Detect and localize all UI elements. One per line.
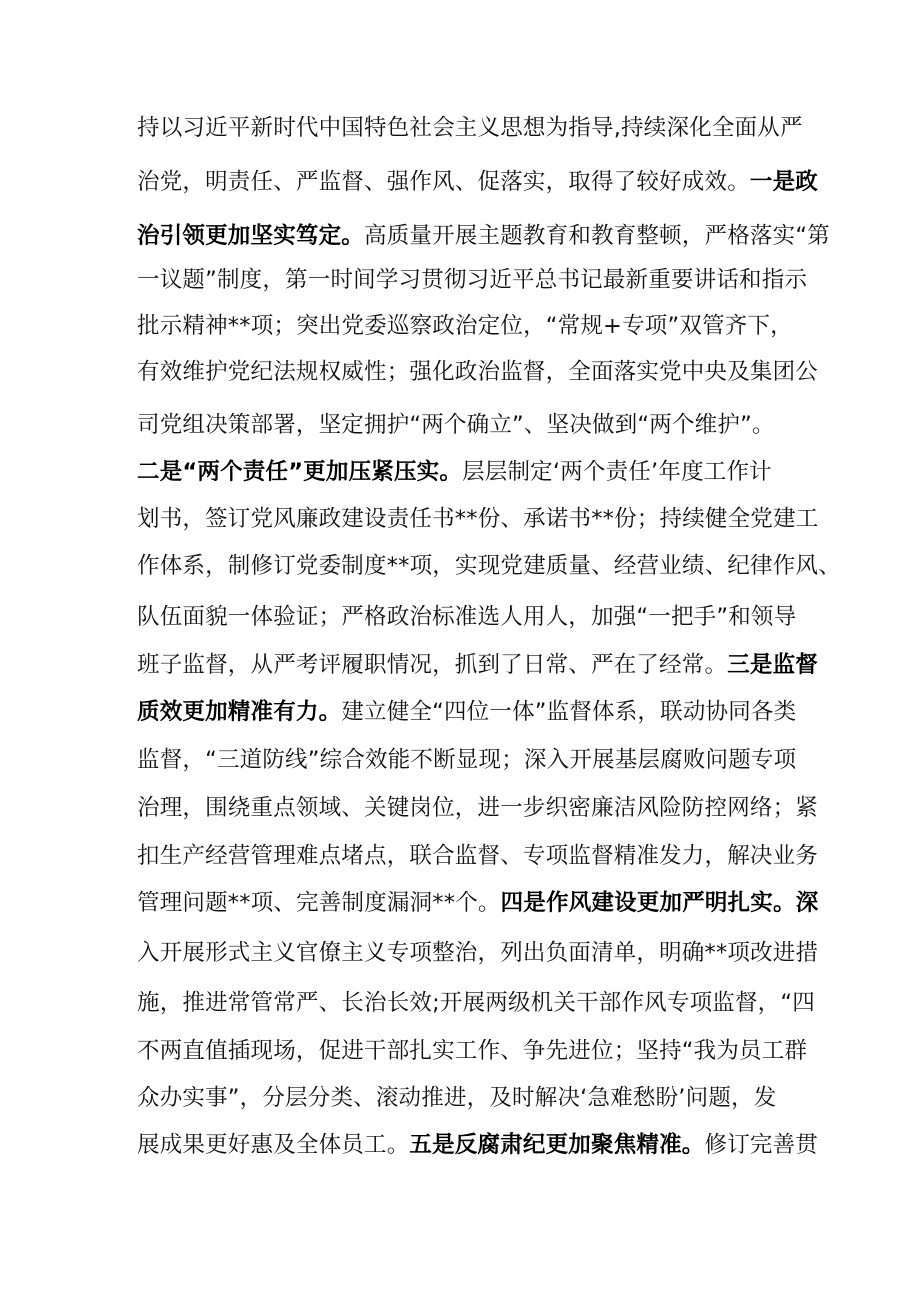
text-run: 治理，围绕重点领域、关键岗位，进一步织密廉洁风险防控网络；紧 xyxy=(137,795,819,821)
text-run: 高质量开展主题教育和教育整顿，严格落实“第 xyxy=(364,223,830,249)
text-line xyxy=(137,1031,807,1071)
text-line xyxy=(137,983,815,1023)
text-run: 修订完善贯 xyxy=(704,1132,819,1158)
bold-heading-run: 治引领更加坚实笃定。 xyxy=(137,223,365,249)
text-run: 一议题”制度，第一时间学习贯彻习近平总书记最新重要讲话和指示 xyxy=(137,267,808,293)
text-line xyxy=(137,788,818,828)
bold-heading-run: 三是监督 xyxy=(727,652,819,678)
text-line xyxy=(137,405,775,445)
text-line xyxy=(137,740,796,780)
text-line xyxy=(137,546,841,586)
text-run: 司党组决策部署，坚定拥护“两个确立”、坚决做到“两个维护”。 xyxy=(137,412,775,438)
text-run: 众办实事”，分层分类、滚动推进，及时解决‘急难愁盼’问题，发 xyxy=(137,1085,777,1111)
text-line xyxy=(137,883,818,923)
text-line xyxy=(137,1125,818,1165)
text-run: 施，推进常管常严、长治长效;开展两级机关干部作风专项监督，“四 xyxy=(137,990,815,1016)
bold-heading-run: 质效更加精准有力。 xyxy=(137,699,342,725)
text-run: 作体系，制修订党委制度**项，实现党建质量、经营业绩、纪律作风、 xyxy=(137,553,841,579)
text-line xyxy=(137,645,818,685)
text-line xyxy=(137,306,793,346)
text-run: 管理问题**项、完善制度漏洞**个。 xyxy=(137,890,501,916)
text-run: 监督，“三道防线”综合效能不断显现；深入开展基层腐败问题专项 xyxy=(137,747,797,773)
text-run: 扣生产经营管理难点堵点，联合监督、专项监督精准发力，解决业务 xyxy=(137,843,819,869)
text-line xyxy=(137,597,796,637)
text-run: 划书，签订党风廉政建设责任书**份、承诺书**份；持续健全党建工 xyxy=(137,506,819,532)
bold-heading-run: 一是政 xyxy=(749,169,819,195)
text-line xyxy=(137,692,796,732)
text-line xyxy=(137,352,818,392)
bold-heading-run: 四是作风建设更加严明扎实。深 xyxy=(500,890,819,916)
text-run: 建立健全“四位一体”监督体系，联动协同各类 xyxy=(341,699,797,725)
text-run: 有效维护党纪法规权威性；强化政治监督，全面落实党中央及集团公 xyxy=(137,359,819,385)
text-line xyxy=(137,933,818,973)
text-line xyxy=(137,216,830,256)
text-run: 入开展形式主义官僚主义专项整治， xyxy=(137,940,501,966)
bold-heading-run: 五是反腐肃纪更加聚焦精准。 xyxy=(409,1132,705,1158)
text-run: 治党，明责任、严监督、强作风、促落实，取得了较好成效。 xyxy=(137,169,750,195)
text-line xyxy=(137,260,807,300)
text-run: 层层制定‘两个责任’年度工作计 xyxy=(462,459,772,485)
text-line xyxy=(137,452,772,492)
text-run: 批示精神**项；突出党委巡察政治定位，“常规+专项”双管齐下， xyxy=(137,313,793,339)
text-line xyxy=(137,108,803,148)
text-run: 展成果更好惠及全体员工。 xyxy=(137,1132,410,1158)
text-line xyxy=(137,1078,776,1118)
text-run: 班子监督，从严考评履职情况，抓到了日常、严在了经常。 xyxy=(137,652,728,678)
text-run: 不两直值插现场，促进干部扎实工作、争先进位；坚持“我为员工群 xyxy=(137,1038,808,1064)
text-run: 持以习近平新时代中国特色社会主义思想为指导,持续深化全面从严 xyxy=(137,115,803,141)
text-line xyxy=(137,162,818,202)
bold-heading-run: 二是“两个责任”更加压紧压实。 xyxy=(137,459,463,485)
text-line xyxy=(137,499,818,539)
text-run: 队伍面貌一体验证；严格政治标准选人用人，加强“一把手”和领导 xyxy=(137,604,797,630)
text-line xyxy=(137,836,818,876)
text-run: 列出负面清单，明确**项改进措 xyxy=(500,940,819,966)
